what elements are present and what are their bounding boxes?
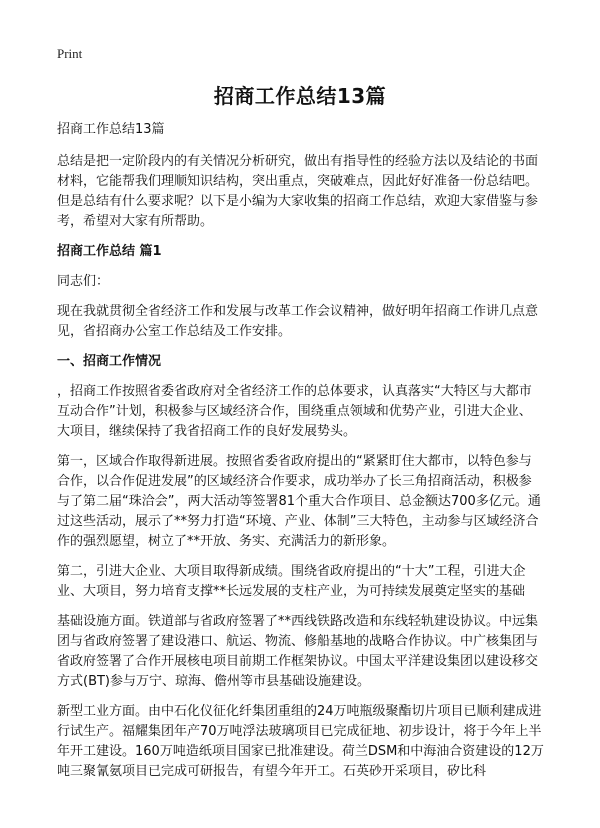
- intro-paragraph: 总结是把一定阶段内的有关情况分析研究，做出有指导性的经验方法以及结论的书面材料，它能帮我们理顺知识结构，突出重点，突破难点，因此好好准备一份总结吧。但是总结有什么要求呢？以下是小编为大家收集的招商工作总结，欢迎大家借鉴与参考，希望对大家有所帮助。: [57, 154, 539, 229]
- paragraph-3: 第一，区域合作取得新进展。按照省委省政府提出的“紧紧盯住大都市，以特色参与合作，以合作促进发展”的区域经济合作要求，成功举办了长三角招商活动，积极参与了第二届“珠洽会”，两大活动等签署81个重大合作项目、总金额达700多亿元。通过这些活动，展示了**努力打造“环境、产业、体制”三大特色，主动参与区域经济合作的强烈愿望，树立了**开放、务实、充满活力的新形象。: [57, 454, 541, 549]
- subheading: 一、招商工作情况: [57, 354, 162, 369]
- paragraph-1: 现在我就贯彻全省经济工作和发展与改革工作会议精神，做好明年招商工作讲几点意见，省招商办公室工作总结及工作安排。: [57, 304, 539, 339]
- greeting: 同志们：: [57, 274, 110, 289]
- document-subtitle: 招商工作总结13篇: [57, 122, 165, 137]
- document-body: [57, 120, 544, 792]
- paragraph-5: 基础设施方面。铁道部与省政府签署了**西线铁路改造和东线轻轨建设协议。中远集团与省政府签署了建设港口、航运、物流、修船基地的战略合作协议。中广核集团与省政府签署了合作开展核电项目前期工作框架协议。中国太平洋建设集团以建设移交方式(BT)参与万宁、琼海、儋州等市县基础设施建设。: [57, 614, 539, 689]
- paragraph-4: 第二，引进大企业、大项目取得新成绩。围绕省政府提出的“十大”工程，引进大企业、大项目，努力培育支撑**长远发展的支柱产业，为可持续发展奠定坚实的基础: [57, 564, 526, 599]
- paragraph-6: 新型工业方面。由中石化仪征化纤集团重组的24万吨瓶级聚酯切片项目已顺利建成进行试生产。福耀集团年产70万吨浮法玻璃项目已完成征地、初步设计，将于今年上半年开工建设。160万吨造纸项目国家已批准建设。荷兰DSM和中海油合资建设的12万吨三聚氰氨项目已完成可研报告，有望今年开工。石英砂开采项目，矽比科: [57, 704, 544, 779]
- print-link[interactable]: Print: [57, 46, 83, 61]
- section-heading: 招商工作总结 篇1: [57, 244, 162, 259]
- paragraph-2: ，招商工作按照省委省政府对全省经济工作的总体要求，认真落实“大特区与大都市互动合作”计划，积极参与区域经济合作，围绕重点领域和优势产业，引进大企业、大项目，继续保持了我省招商工作的良好发展势头。: [57, 384, 532, 439]
- page-title: 招商工作总结13篇: [213, 84, 387, 108]
